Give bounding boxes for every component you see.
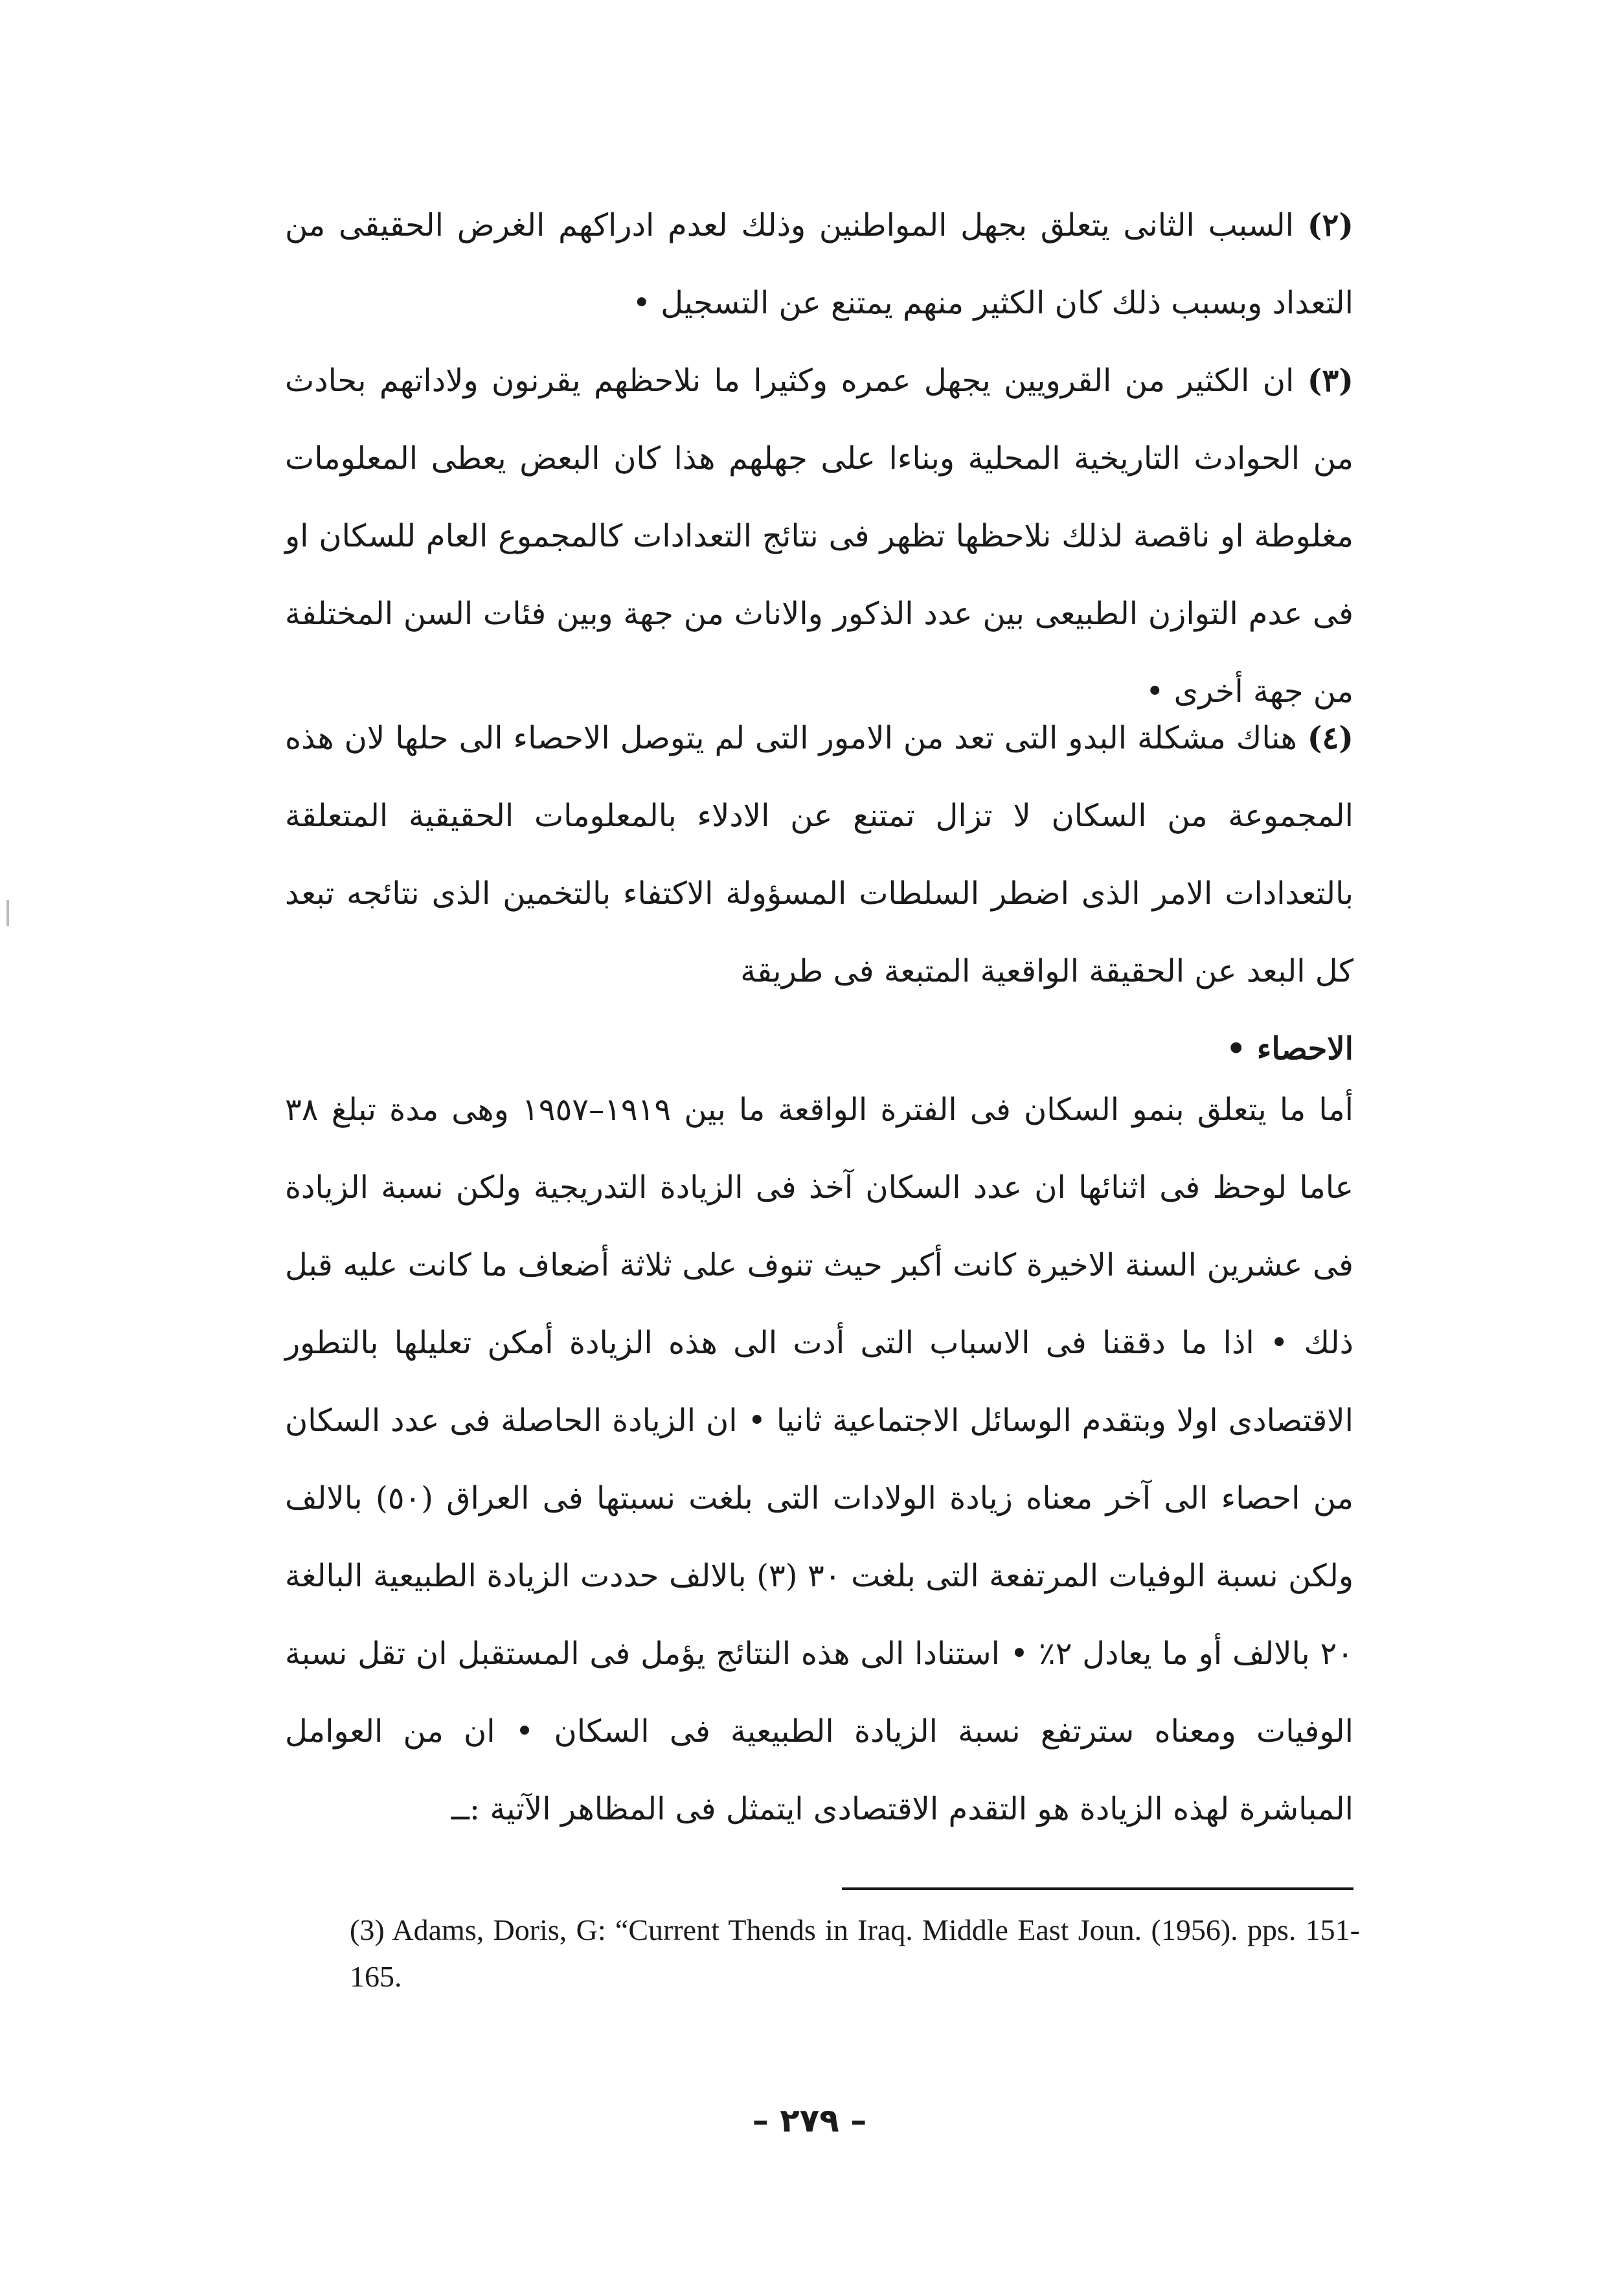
paragraph-number: (٤) xyxy=(1307,720,1353,756)
paragraph-text: أما ما يتعلق بنمو السكان فى الفترة الواقعة ما بين ١٩١٩–١٩٥٧ وهى مدة تبلغ ٣٨ عاما لوحظ فى اثنائها ان عدد السكان آخذ فى الزيادة التدريجية ولكن نسبة الزيادة فى عشرين السنة الاخيرة كانت أكبر حيث تنوف على ثلاثة أضعاف ما كانت عليه قبل ذلك • اذا ما دققنا فى الاسباب التى أدت الى هذه الزيادة أمكن تعليلها بالتطور الاقتصادى اولا وبتقدم الوسائل الاجتماعية ثانيا • ان الزيادة الحاصلة فى عدد السكان من احصاء الى آخر معناه زيادة الولادات التى بلغت نسبتها فى العراق (٥٠) بالالف ولكن نسبة الوفيات المرتفعة التى بلغت ٣٠ (٣) بالالف حددت الزيادة الطبيعية البالغة ٢٠ بالالف أو ما يعادل ٢٪ • استنادا الى هذه النتائج يؤمل فى المستقبل ان تقل نسبة الوفيات ومعناه سترتفع نسبة الزيادة الطبيعية فى السكان • ان من العوامل المباشرة لهذه الزيادة هو التقدم الاقتصادى ايتمثل فى المظاهر الآتية :ــ xyxy=(285,1092,1354,1827)
paragraph-population-growth xyxy=(285,1071,1353,1848)
paragraph-text: السبب الثانى يتعلق بجهل المواطنين وذلك لعدم ادراكهم الغرض الحقيقى من التعداد وبسبب ذلك كان الكثير منهم يمتنع عن التسجيل • xyxy=(285,207,1353,321)
paragraph-text: ان الكثير من القرويين يجهل عمره وكثيرا ما نلاحظهم يقرنون ولاداتهم بحادث من الحوادث التاريخية المحلية وبناءا على جهلهم هذا كان البعض يعطى المعلومات مغلوطة او ناقصة لذلك نلاحظها تظهر فى نتائج التعدادات كالمجموع العام للسكان او فى عدم التوازن الطبيعى بين عدد الذكور والاناث من جهة وبين فئات السن المختلفة من جهة أخرى • xyxy=(285,363,1354,710)
paragraph-2 xyxy=(285,186,1353,342)
paragraph-text: هناك مشكلة البدو التى تعد من الامور التى لم يتوصل الاحصاء الى حلها لان هذه المجموعة من السكان لا تزال تمتنع عن الادلاء بالمعلومات الحقيقية المتعلقة بالتعدادات الامر الذى اضطر السلطات المسؤولة الاكتفاء بالتخمين الذى نتائجه تبعد كل البعد عن الحقيقة الواقعية المتبعة فى طريقة xyxy=(285,720,1353,989)
margin-mark xyxy=(6,900,9,926)
footnote: (3) Adams, Doris, G: “Current Thends in Iraq. Middle East Joun. (1956). pps. 151-165. xyxy=(350,1913,1360,1993)
paragraph-number: (٣) xyxy=(1307,363,1353,399)
paragraph-number: (٢) xyxy=(1307,207,1353,243)
footnote-divider xyxy=(842,1887,1353,1890)
paragraph-ending: الاحصاء • xyxy=(1226,1031,1353,1067)
paragraph-4 xyxy=(285,699,1353,1088)
page-number: – ٢٧٩ – xyxy=(752,2102,867,2139)
paragraph-3 xyxy=(285,342,1353,730)
